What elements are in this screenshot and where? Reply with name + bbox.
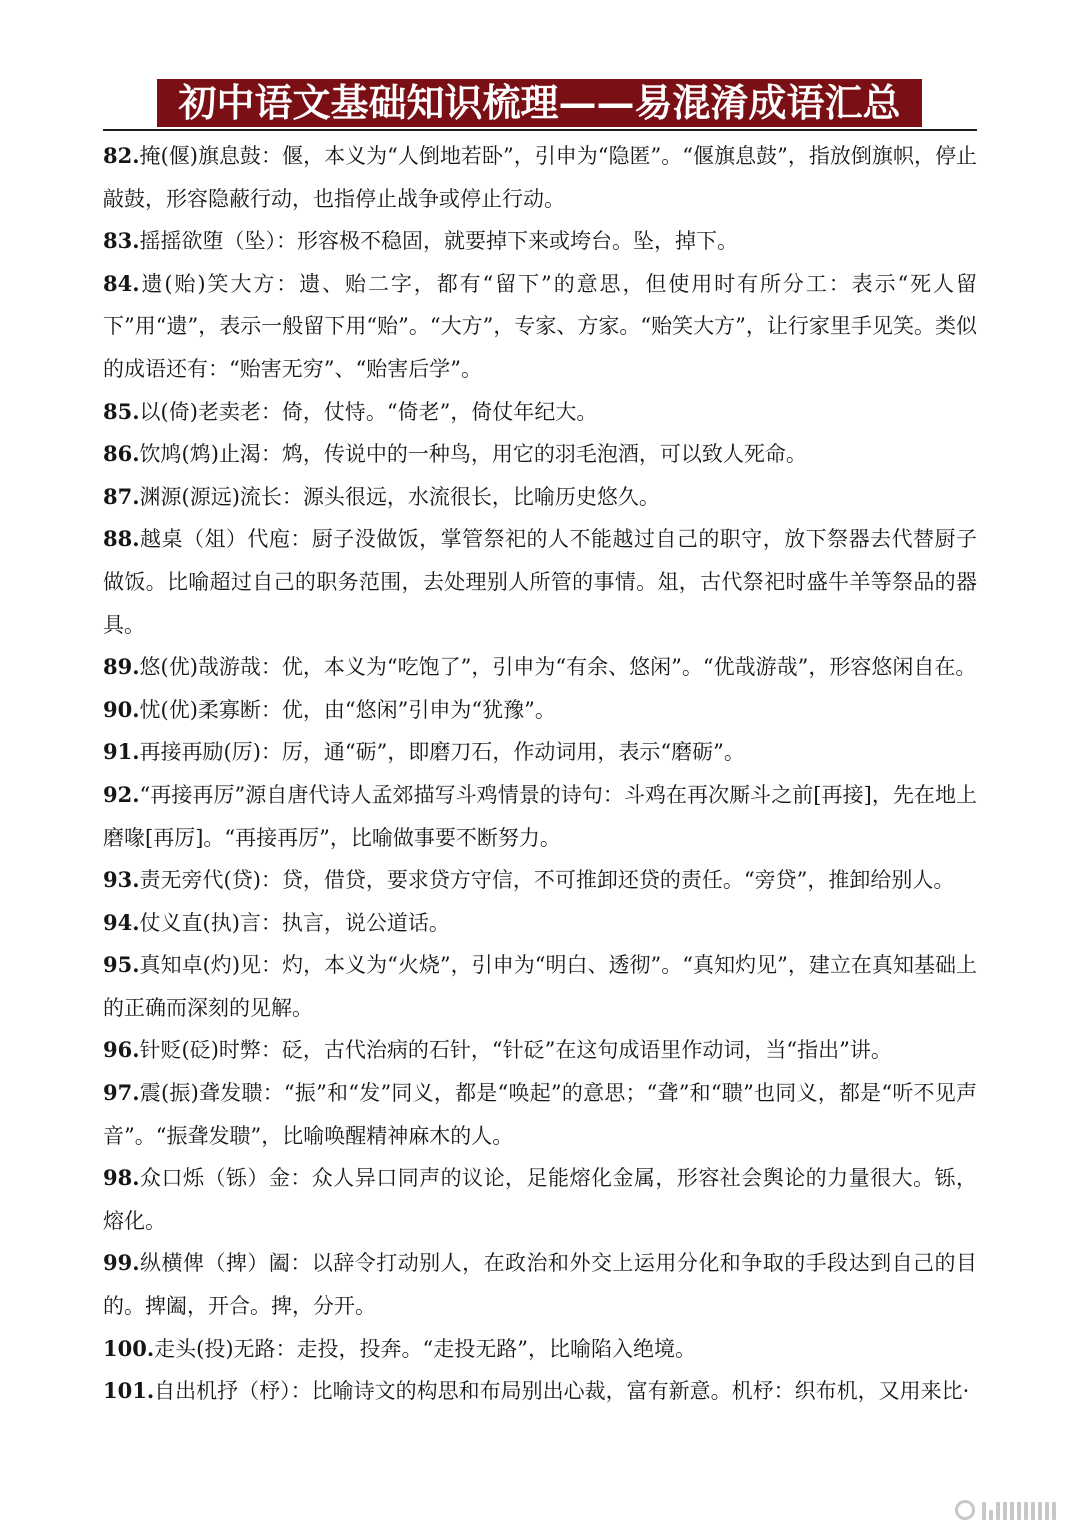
entry-number: 96. — [103, 1037, 140, 1063]
entry-number: 92. — [103, 781, 140, 807]
idiom-entry — [103, 859, 977, 902]
entry-text: 再接再励(厉)：厉，通“砺”，即磨刀石，作动词用，表示“磨砺”。 — [139, 740, 745, 765]
entry-text: 悠(优)哉游哉：优，本义为“吃饱了”，引申为“有余、悠闲”。“优哉游哉”，形容悠闲自在。 — [139, 655, 977, 680]
entry-text: 渊源(源远)流长：源头很远，水流很长，比喻历史悠久。 — [139, 484, 660, 509]
entry-number: 91. — [103, 739, 140, 765]
entry-number: 89. — [103, 654, 140, 680]
entry-text: 摇摇欲堕（坠）：形容极不稳固，就要掉下来或垮台。坠，掉下。 — [139, 229, 739, 254]
entry-number: 95. — [103, 952, 140, 978]
watermark-bar — [1017, 1502, 1021, 1520]
entry-list — [103, 135, 977, 1413]
watermark-bar — [1052, 1502, 1056, 1520]
watermark-bar — [1031, 1502, 1035, 1520]
entry-number: 84. — [103, 270, 140, 296]
idiom-entry — [103, 731, 977, 774]
entry-number: 100. — [103, 1335, 155, 1361]
entry-number: 82. — [103, 143, 140, 168]
entry-number: 85. — [103, 398, 140, 424]
entry-number: 90. — [103, 696, 140, 722]
entry-text: 以(倚)老卖老：倚，仗恃。“倚老”，倚仗年纪大。 — [139, 399, 598, 424]
entry-text: 饮鸠(鸩)止渴：鸩，传说中的一种鸟，用它的羽毛泡酒，可以致人死命。 — [139, 442, 807, 467]
idiom-entry — [103, 391, 977, 434]
entry-text: 遗(贻)笑大方：遗、贻二字，都有“留下”的意思，但使用时有所分工：表示“死人留下”用“遗”，表示一般留下用“贻”。“大方”，专家、方家。“贻笑大方”，让行家里手见笑。类似的成语还有：“贻害无穷”、“贻害后学”。 — [103, 271, 977, 381]
idiom-entry — [103, 1328, 977, 1371]
watermark-bar — [1045, 1502, 1049, 1520]
idiom-entry — [103, 518, 977, 646]
watermark-bar — [989, 1510, 993, 1520]
watermark-bar — [1024, 1502, 1028, 1520]
entry-text: 责无旁代(贷)：贷，借贷，要求贷方守信，不可推卸还贷的责任。“旁贷”，推卸给别人。 — [139, 868, 955, 893]
entry-number: 101. — [103, 1378, 155, 1404]
entry-text: 走头(投)无路：走投，投奔。“走投无路”，比喻陷入绝境。 — [154, 1336, 697, 1361]
entry-number: 86. — [103, 441, 140, 467]
entry-text: 仗义直(执)言：执言，说公道话。 — [139, 910, 450, 935]
idiom-entry — [103, 1157, 977, 1242]
idiom-entry — [103, 689, 977, 732]
idiom-entry — [103, 220, 977, 263]
idiom-entry — [103, 476, 977, 519]
idiom-entry — [103, 774, 977, 859]
entry-number: 93. — [103, 867, 140, 893]
entry-text: 自出机抒（杼）：比喻诗文的构思和布局别出心裁，富有新意。机杼：织布机，又用来比· — [154, 1379, 970, 1404]
idiom-entry — [103, 135, 977, 220]
entry-number: 88. — [103, 526, 140, 552]
idiom-entry — [103, 263, 977, 391]
page-title: 初中语文基础知识梳理——易混淆成语汇总 — [157, 79, 922, 127]
entry-text: 众口烁（铄）金：众人异口同声的议论，足能熔化金属，形容社会舆论的力量很大。铄，熔化。 — [103, 1166, 977, 1233]
entry-number: 97. — [103, 1080, 140, 1106]
entry-text: 忧(优)柔寡断：优，由“悠闲”引申为“犹豫”。 — [139, 697, 556, 722]
entry-text: 掩(偃)旗息鼓：偃，本义为“人倒地若卧”，引申为“隐匿”。“偃旗息鼓”，指放倒旗帜，停止敲鼓，形容隐蔽行动，也指停止战争或停止行动。 — [103, 144, 977, 211]
entry-text: 越桌（俎）代庖：厨子没做饭，掌管祭祀的人不能越过自己的职守，放下祭器去代替厨子做饭。比喻超过自己的职务范围，去处理别人所管的事情。俎，古代祭祀时盛牛羊等祭品的器具。 — [103, 527, 977, 637]
entry-number: 98. — [103, 1165, 140, 1191]
idiom-entry — [103, 1242, 977, 1327]
entry-number: 83. — [103, 228, 140, 254]
idiom-entry — [103, 433, 977, 476]
idiom-entry — [103, 1370, 977, 1413]
entry-text: 纵横俾（捭）阖：以辞令打动别人，在政治和外交上运用分化和争取的手段达到自己的目的。捭阖，开合。捭，分开。 — [103, 1251, 977, 1319]
watermark-bar — [982, 1502, 986, 1520]
idiom-entry — [103, 646, 977, 689]
watermark-bar — [996, 1502, 1000, 1520]
entry-text: 针贬(砭)时弊：砭，古代治病的石针，“针砭”在这句成语里作动词，当“指出”讲。 — [139, 1038, 892, 1063]
entry-number: 87. — [103, 483, 140, 509]
entry-number: 94. — [103, 909, 140, 935]
watermark-circle-icon — [955, 1500, 975, 1520]
entry-number: 99. — [103, 1250, 140, 1276]
watermark-bar — [1038, 1502, 1042, 1520]
idiom-entry — [103, 1072, 977, 1157]
idiom-entry — [103, 1029, 977, 1072]
watermark-bar — [1010, 1502, 1014, 1520]
entry-text: 真知卓(灼)见：灼，本义为“火烧”，引申为“明白、透彻”。“真知灼见”，建立在真知基础上的正确而深刻的见解。 — [103, 953, 977, 1020]
watermark-logo — [955, 1500, 1056, 1520]
watermark-bar — [1003, 1502, 1007, 1520]
title-divider — [103, 129, 977, 131]
entry-text: 震(振)聋发聩：“振”和“发”同义，都是“唤起”的意思；“聋”和“聩”也同义，都是“听不见声音”。“振聋发聩”，比喻唤醒精神麻木的人。 — [103, 1081, 977, 1148]
entry-text: “再接再厉”源自唐代诗人孟郊描写斗鸡情景的诗句：斗鸡在再次厮斗之前[再接]，先在地上磨喙[再厉]。“再接再厉”，比喻做事要不断努力。 — [103, 782, 977, 850]
idiom-entry — [103, 944, 977, 1029]
idiom-entry — [103, 902, 977, 945]
